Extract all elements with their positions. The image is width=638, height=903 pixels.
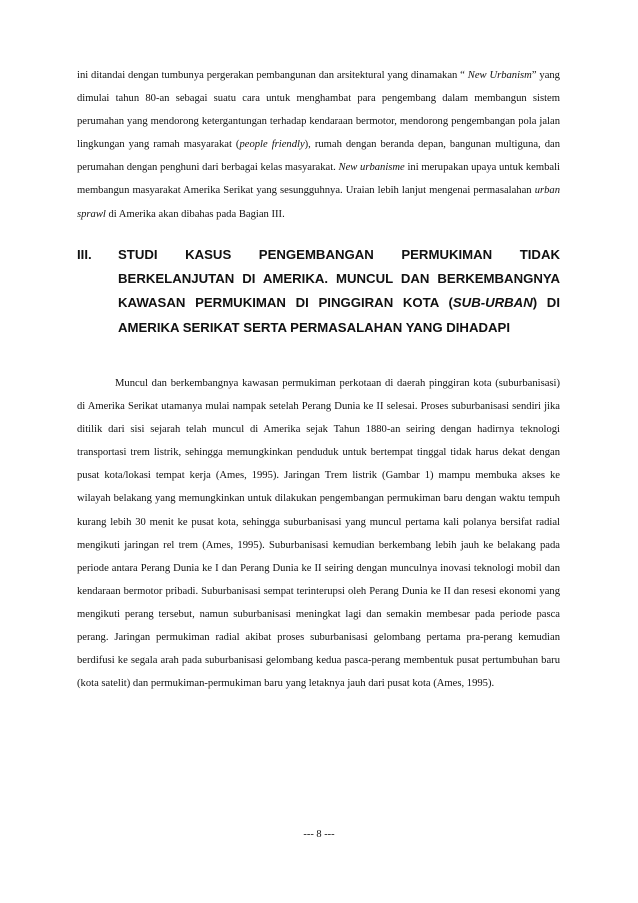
section-title [118, 243, 560, 340]
paragraph-new-urbanism [77, 64, 560, 226]
text-segment: ini ditandai dengan tumbunya pergerakan pembangunan dan arsitektural yang dinamakan “ [77, 70, 468, 81]
title-segment: STUDI KASUS PENGEMBANGAN PERMUKIMAN TIDAK BERKELANJUTAN DI AMERIKA. MUNCUL DAN BERKEMBANGNYA KAWASAN PERMUKIMAN DI PINGGIRAN KOTA ( [118, 247, 560, 311]
italic-term: New urbanisme [338, 162, 405, 174]
italic-term: people friendly [239, 139, 305, 151]
title-segment: ) DI AMERIKA SERIKAT SERTA PERMASALAHAN YANG DIHADAPI [118, 295, 560, 335]
text-segment: ), rumah dengan beranda depan, bangunan multiguna, dan perumahan dengan penghuni dari berbagai kelas masyarakat. [77, 139, 560, 174]
page-number: --- 8 --- [303, 829, 335, 840]
section-heading [77, 243, 560, 340]
text-segment: di Amerika akan dibahas pada Bagian III. [105, 208, 285, 220]
title-italic-term: SUB-URBAN [452, 295, 533, 311]
italic-term: urban sprawl [77, 185, 560, 220]
text-segment: ” yang dimulai tahun 80-an sebagai suatu cara untuk menghambat para pengembang dalam membangun sistem perumahan yang mendorong ketergantungan terhadap kendaraan bermotor, mendorong pengembangan pola jalan lingkungan yang ramah masyarakat ( [77, 70, 560, 151]
paragraph-suburbanisasi [77, 372, 560, 695]
italic-term: New Urbanism [467, 70, 532, 81]
paragraph-text: Muncul dan berkembangnya kawasan permukiman perkotaan di daerah pinggiran kota (suburbanisasi) di Amerika Serikat utamanya mulai nampak setelah Perang Dunia ke II selesai. Proses suburbanisasi sendiri jika ditilik dari sisi sejarah telah muncul di Amerika sejak Tahun 1880-an seiring dengan hadirnya teknologi transportasi trem listrik, sehingga memungkinkan penduduk untuk bertempat tinggal tidak harus dekat dengan pusat kota/lokasi tempat kerja (Ames, 1995). Jaringan Trem listrik (Gambar 1) mampu membuka akses ke wilayah belakang yang memungkinkan untuk dilakukan pengembangan permukiman baru dengan waktu tempuh kurang lebih 30 menit ke pusat kota, sehingga suburbanisasi yang muncul pertama kali polanya bersifat radial mengikuti jaringan rel trem (Ames, 1995). Suburbanisasi kemudian berkembang lebih jauh ke belakang pada periode antara Perang Dunia ke I dan Perang Dunia ke II seiring dengan munculnya inovasi teknologi mobil dan kendaraan bermotor pribadi. Suburbanisasi sempat terinterupsi oleh Perang Dunia ke II dan resesi ekonomi yang mengikuti perang tersebut, namun suburbanisasi meningkat lagi dan semakin membesar pada periode pasca perang. Jaringan permukiman radial akibat proses suburbanisasi gelombang pertama pra-perang kemudian berdifusi ke segala arah pada suburbanisasi gelombang kedua pasca-perang membentuk pusat pertumbuhan baru (kota satelit) dan permukiman-permukiman baru yang letaknya jauh dari pusat kota (Ames, 1995). [77, 378, 560, 690]
section-number: III. [77, 247, 92, 262]
text-segment: ini merupakan upaya untuk kembali membangun masyarakat Amerika Serikat yang sesungguhnya. Uraian lebih lanjut mengenai permasalahan [77, 162, 561, 197]
